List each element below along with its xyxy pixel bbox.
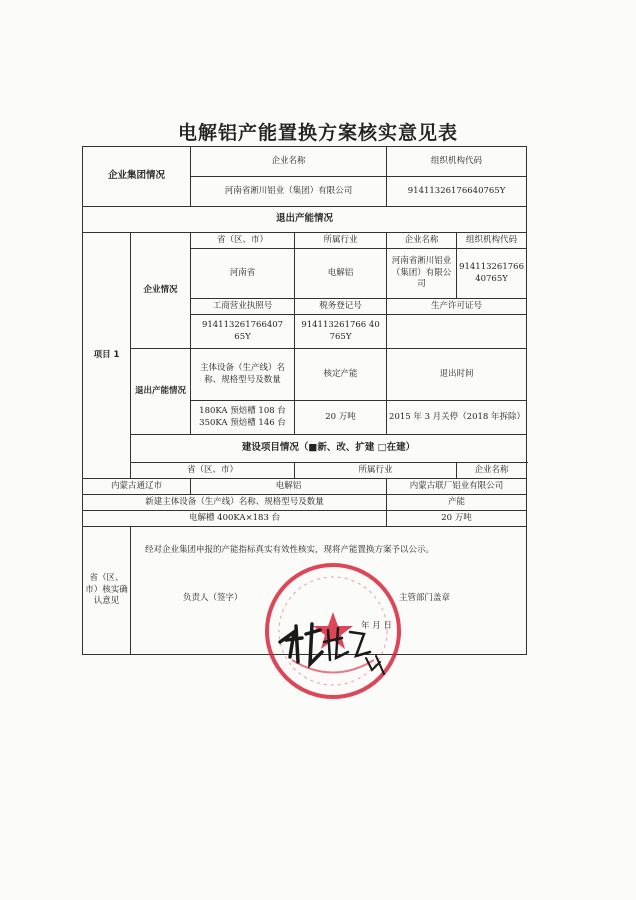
enterprise-label: 企业情况 bbox=[131, 233, 191, 349]
exit-header-province: 省（区、市） bbox=[191, 233, 295, 249]
exit-equipment: 180KA 预焙槽 108 台 350KA 预焙槽 146 台 bbox=[191, 401, 295, 435]
exit-header-industry: 所属行业 bbox=[295, 233, 387, 249]
group-label: 企业集团情况 bbox=[83, 147, 191, 207]
exit-section-title: 退出产能情况 bbox=[83, 207, 527, 233]
license-header-business: 工商营业执照号 bbox=[191, 299, 295, 315]
opinion-label: 省（区、市）核实确认意见 bbox=[83, 527, 131, 655]
signer-label: 负责人（签字） bbox=[183, 593, 243, 603]
build-header-province: 省（区、市） bbox=[131, 463, 295, 479]
build-header-company: 企业名称 bbox=[457, 463, 527, 479]
exit-industry: 电解铝 bbox=[295, 249, 387, 299]
exit-org-code: 914113261766 40765Y bbox=[457, 249, 527, 299]
capacity-header-equipment: 主体设备（生产线）名称、规格型号及数量 bbox=[191, 349, 295, 401]
capacity-header-capacity: 核定产能 bbox=[295, 349, 387, 401]
page-title: 电解铝产能置换方案核实意见表 bbox=[177, 122, 458, 144]
group-name-header: 企业名称 bbox=[191, 147, 387, 177]
group-code: 91411326176640765Y bbox=[387, 177, 527, 207]
exit-company: 河南省淅川铝业（集团）有限公司 bbox=[387, 249, 457, 299]
opinion-cell bbox=[131, 527, 527, 655]
build-equipment-header: 新建主体设备（生产线）名称、规格型号及数量 bbox=[83, 495, 387, 511]
build-company: 内蒙古联厂铝业有限公司 bbox=[387, 479, 527, 495]
build-equipment: 电解槽 400KA×183 台 bbox=[83, 511, 387, 527]
build-header-industry: 所属行业 bbox=[295, 463, 457, 479]
opinion-text: 经对企业集团申报的产能指标真实有效性核实，现将产能置换方案予以公示。 bbox=[145, 545, 435, 555]
date-label: 年 月 日 bbox=[361, 621, 392, 631]
capacity-header-exit-time: 退出时间 bbox=[387, 349, 527, 401]
group-code-header: 组织机构代码 bbox=[387, 147, 527, 177]
build-capacity-header: 产能 bbox=[387, 495, 527, 511]
project-label: 项目 1 bbox=[83, 233, 131, 479]
build-section-title: 建设项目情况（■新、改、扩建 □在建） bbox=[131, 435, 527, 463]
seal-label: 主管部门盖章 bbox=[399, 593, 451, 603]
capacity-label: 退出产能情况 bbox=[131, 349, 191, 435]
production-license bbox=[387, 315, 527, 349]
license-header-tax: 税务登记号 bbox=[295, 299, 387, 315]
exit-header-company: 企业名称 bbox=[387, 233, 457, 249]
exit-capacity: 20 万吨 bbox=[295, 401, 387, 435]
business-license: 914113261766407 65Y bbox=[191, 315, 295, 349]
group-name: 河南省淅川铝业（集团）有限公司 bbox=[191, 177, 387, 207]
license-header-production: 生产许可证号 bbox=[387, 299, 527, 315]
build-industry: 电解铝 bbox=[191, 479, 387, 495]
verification-table bbox=[82, 146, 527, 655]
build-province: 内蒙古通辽市 bbox=[83, 479, 191, 495]
exit-header-code: 组织机构代码 bbox=[457, 233, 527, 249]
build-capacity: 20 万吨 bbox=[387, 511, 527, 527]
exit-time: 2015 年 3 月关停（2018 年拆除） bbox=[387, 401, 527, 435]
exit-province: 河南省 bbox=[191, 249, 295, 299]
tax-id: 914113261766 40 765Y bbox=[295, 315, 387, 349]
